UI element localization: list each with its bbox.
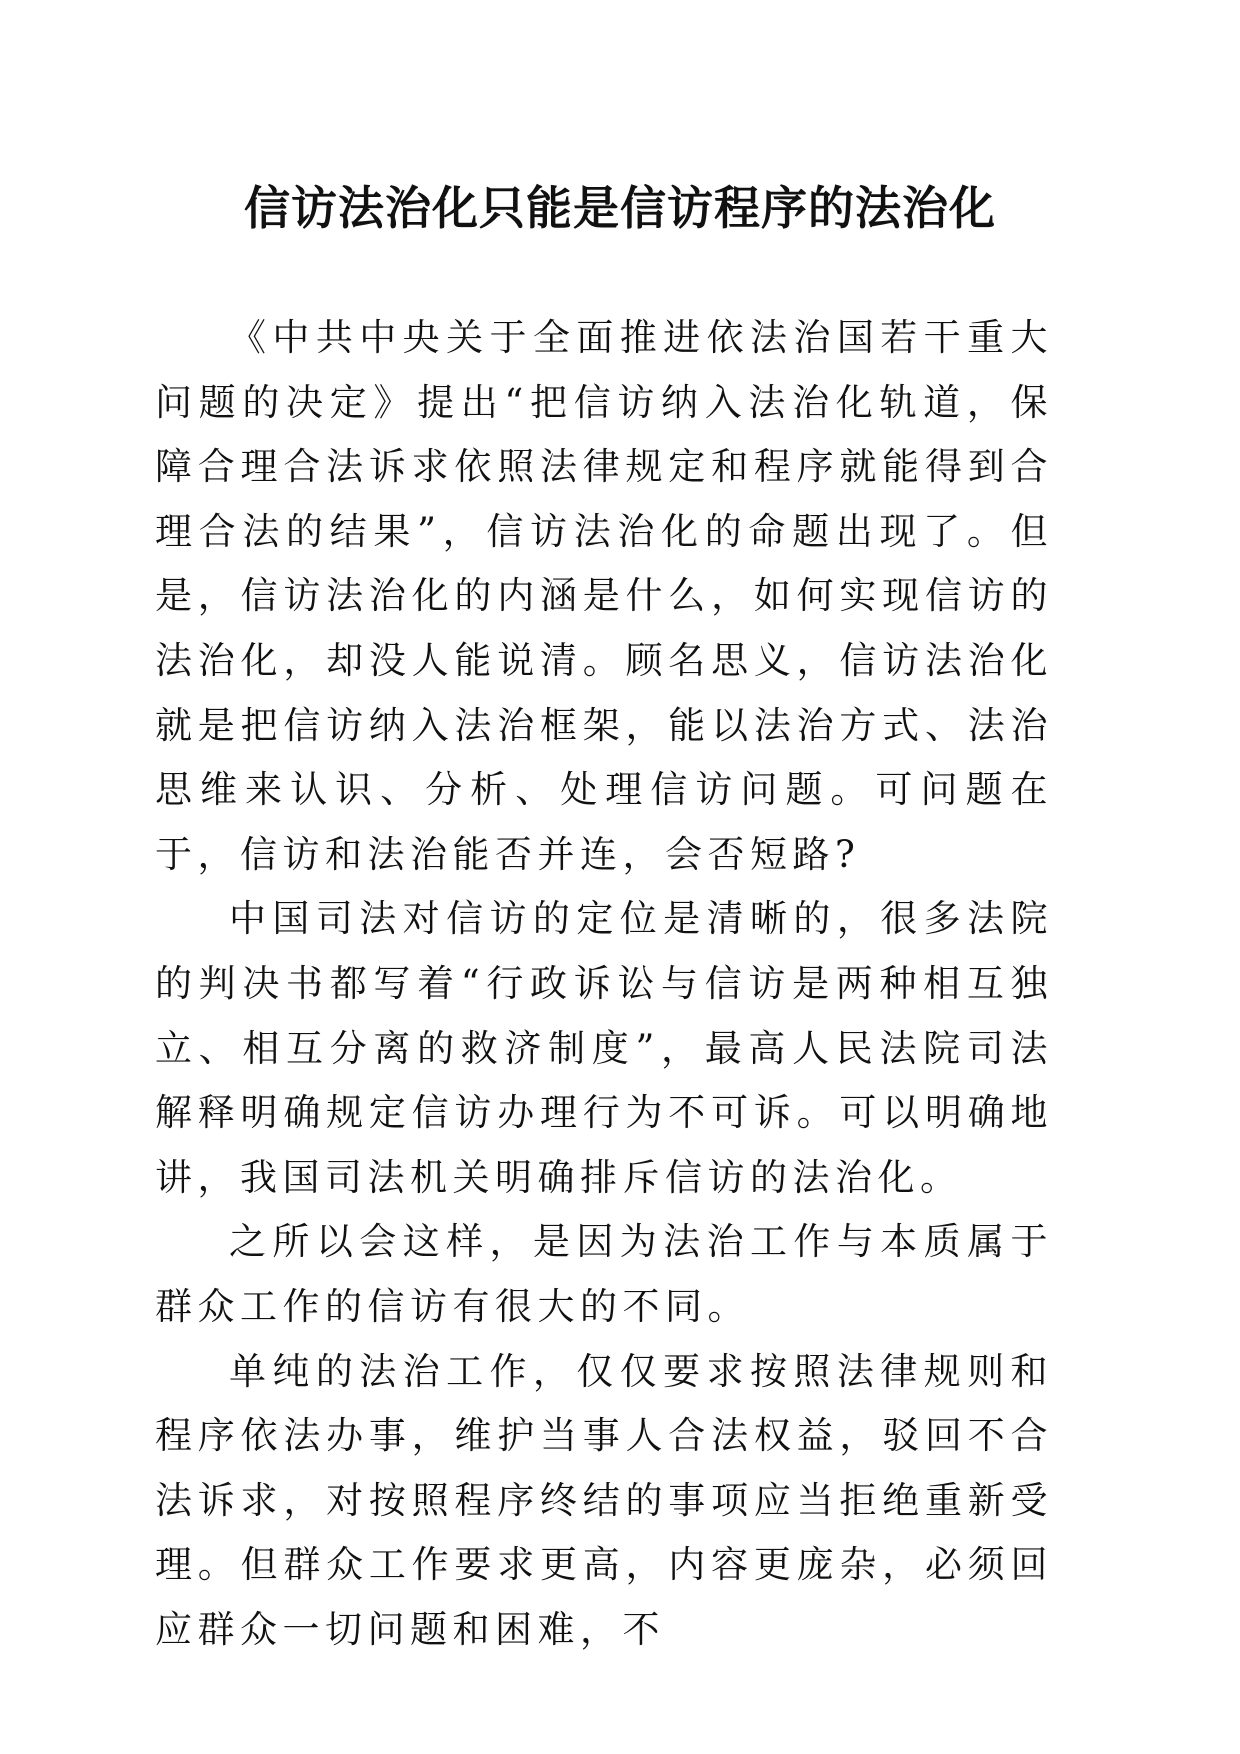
paragraph-2: 中国司法对信访的定位是清晰的，很多法院的判决书都写着“行政诉讼与信访是两种相互独立、相互分离的救济制度”，最高人民法院司法解释明确规定信访办理行为不可诉。可以明确地讲，我国司法机关明确排斥信访的法治化。 (155, 897, 1053, 1199)
paragraph-4: 单纯的法治工作，仅仅要求按照法律规则和程序依法办事，维护当事人合法权益，驳回不合法诉求，对按照程序终结的事项应当拒绝重新受理。但群众工作要求更高，内容更庞杂，必须回应群众一切问题和困难，不 (155, 1349, 1053, 1651)
paragraph-1: 《中共中央关于全面推进依法治国若干重大问题的决定》提出“把信访纳入法治化轨道，保障合理合法诉求依照法律规定和程序就能得到合理合法的结果”，信访法治化的命题出现了。但是，信访法治化的内涵是什么，如何实现信访的法治化，却没人能说清。顾名思义，信访法治化就是把信访纳入法治框架，能以法治方式、法治思维来认识、分析、处理信访问题。可问题在于，信访和法治能否并连，会否短路? (155, 316, 1053, 876)
document-title: 信访法治化只能是信访程序的法治化 (244, 181, 996, 235)
document-body (155, 306, 1053, 1662)
paragraph-3: 之所以会这样，是因为法治工作与本质属于群众工作的信访有很大的不同。 (155, 1220, 1053, 1328)
